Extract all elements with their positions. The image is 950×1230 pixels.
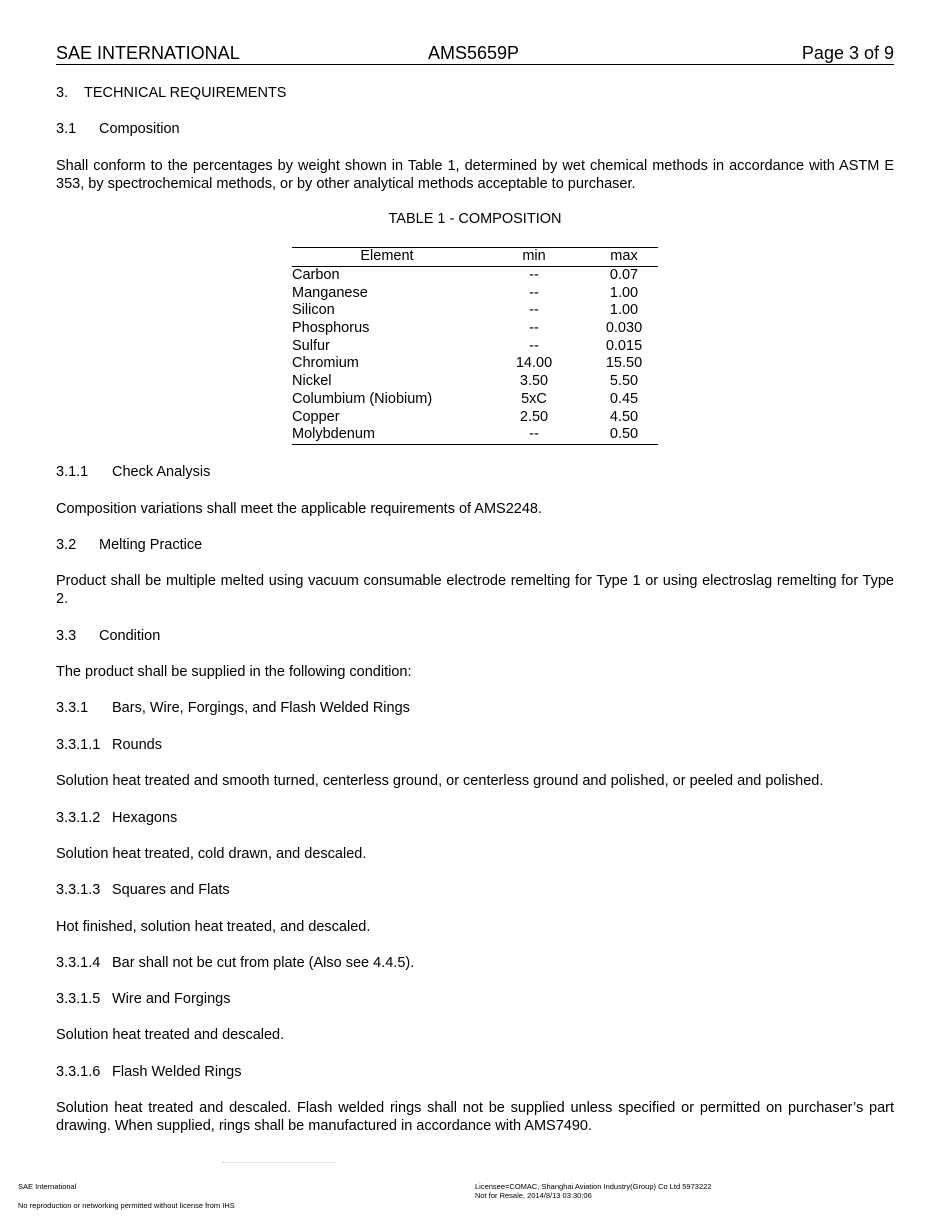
section-title: Squares and Flats — [112, 882, 230, 898]
table-row — [292, 391, 658, 409]
paragraph-3-3-1-5: Solution heat treated and descaled. — [56, 1027, 285, 1043]
paragraph-3-2: Product shall be multiple melted using vacuum consumable electrode remelting for Type 1 or using electroslag remelting for Type 2. — [56, 573, 894, 607]
heading-3-3-1-6 — [56, 1063, 242, 1081]
section-title: Melting Practice — [99, 537, 203, 553]
cell-min: -- — [529, 302, 539, 319]
header-org: SAE INTERNATIONAL — [56, 43, 240, 63]
table-row — [292, 426, 658, 444]
paragraph-3-3: The product shall be supplied in the following condition: — [56, 664, 412, 680]
heading-3 — [56, 84, 286, 102]
section-number: 3.3.1.3 — [56, 882, 101, 898]
section-title: Rounds — [112, 737, 162, 753]
table-row — [292, 338, 658, 356]
heading-3-3 — [56, 627, 160, 645]
section-title: Bars, Wire, Forgings, and Flash Welded Rings — [112, 700, 410, 716]
cell-max: 0.45 — [609, 390, 639, 407]
cell-min: 3.50 — [519, 373, 549, 390]
cell-min: 2.50 — [519, 408, 549, 425]
table-title: TABLE 1 - COMPOSITION — [388, 211, 562, 227]
heading-3-1 — [56, 120, 180, 138]
cell-element: Chromium — [292, 355, 359, 372]
cell-min: 14.00 — [515, 355, 553, 372]
cell-max: 0.50 — [609, 426, 639, 443]
cell-max: 15.50 — [605, 355, 643, 372]
composition-table — [292, 247, 658, 445]
cell-element: Phosphorus — [292, 320, 370, 337]
cell-element: Silicon — [292, 302, 335, 319]
heading-3-3-1-1 — [56, 736, 162, 754]
table-row — [292, 373, 658, 391]
footer-org: SAE International — [18, 1182, 77, 1191]
cell-element: Carbon — [292, 267, 340, 283]
page-header — [56, 44, 894, 65]
table-row — [292, 320, 658, 338]
section-title: Check Analysis — [112, 464, 211, 480]
paragraph-3-3-1-3: Hot finished, solution heat treated, and descaled. — [56, 919, 371, 935]
section-number: 3.3.1.6 — [56, 1064, 101, 1080]
table-row — [292, 355, 658, 373]
section-title: TECHNICAL REQUIREMENTS — [84, 85, 287, 101]
paragraph-3-1: Shall conform to the percentages by weight shown in Table 1, determined by wet chemical methods in accordance with ASTM E 353, by spectrochemical methods, or by other analytical methods acceptable to purchaser. — [56, 158, 894, 192]
cell-element: Sulfur — [292, 337, 330, 354]
cell-element: Molybdenum — [292, 426, 376, 443]
section-title: Composition — [99, 121, 180, 137]
paragraph-3-3-1-2: Solution heat treated, cold drawn, and descaled. — [56, 846, 367, 862]
section-number: 3.3.1.2 — [56, 810, 101, 826]
cell-min: 5xC — [521, 390, 547, 407]
cell-max: 0.015 — [605, 337, 643, 354]
footer-licensee: Licensee=COMAC, Shanghai Aviation Industry(Group) Co Ltd 5973222 — [475, 1182, 712, 1191]
cell-element: Columbium (Niobium) — [292, 390, 433, 407]
cell-max: 1.00 — [609, 284, 639, 301]
section-title: Hexagons — [112, 810, 178, 826]
heading-3-3-1-4 — [56, 954, 414, 972]
heading-3-1-1 — [56, 463, 210, 481]
section-number: 3.3.1.4 — [56, 955, 101, 971]
section-number: 3. — [56, 85, 69, 101]
cell-max: 1.00 — [609, 302, 639, 319]
section-number: 3.3 — [56, 628, 77, 644]
header-doc-number: AMS5659P — [428, 43, 520, 63]
section-number: 3.1.1 — [56, 464, 89, 480]
cell-min: -- — [529, 320, 539, 337]
cell-element: Nickel — [292, 373, 332, 390]
cell-max: 4.50 — [609, 408, 639, 425]
table-row — [292, 409, 658, 427]
section-number: 3.2 — [56, 537, 77, 553]
cell-max: 5.50 — [609, 373, 639, 390]
heading-3-3-1-3 — [56, 881, 230, 899]
heading-3-3-1-5 — [56, 990, 230, 1008]
cell-max: 0.030 — [605, 320, 643, 337]
table-bottom-rule — [292, 444, 658, 445]
header-element: Element — [360, 248, 414, 264]
cell-max: 0.07 — [609, 267, 639, 283]
heading-3-3-1 — [56, 699, 410, 717]
paragraph-3-3-1-1: Solution heat treated and smooth turned, centerless ground, or centerless ground and polished, or peeled and polished. — [56, 773, 824, 789]
table-row — [292, 267, 658, 285]
section-title: Bar shall not be cut from plate (Also see 4.4.5). — [112, 955, 415, 971]
faint-stamp-line — [222, 1162, 336, 1165]
table-row — [292, 302, 658, 320]
section-number: 3.1 — [56, 121, 77, 137]
section-title: Wire and Forgings — [112, 991, 231, 1007]
heading-3-3-1-2 — [56, 809, 177, 827]
header-page-number: Page 3 of 9 — [801, 43, 894, 63]
section-number: 3.3.1.5 — [56, 991, 101, 1007]
section-title: Condition — [99, 628, 161, 644]
section-number: 3.3.1 — [56, 700, 89, 716]
section-number: 3.3.1.1 — [56, 737, 101, 753]
footer-license-note: No reproduction or networking permitted without license from IHS — [18, 1201, 235, 1210]
heading-3-2 — [56, 536, 202, 554]
cell-min: -- — [529, 284, 539, 301]
cell-element: Manganese — [292, 284, 368, 301]
cell-element: Copper — [292, 408, 340, 425]
paragraph-3-1-1: Composition variations shall meet the applicable requirements of AMS2248. — [56, 501, 543, 517]
table-header-row — [292, 248, 658, 267]
footer-resale-note: Not for Resale, 2014/8/13 03:30:06 — [475, 1191, 592, 1200]
cell-min: -- — [529, 267, 539, 283]
cell-min: -- — [529, 426, 539, 443]
section-title: Flash Welded Rings — [112, 1064, 242, 1080]
table-row — [292, 285, 658, 303]
header-max: max — [610, 248, 638, 264]
paragraph-3-3-1-6: Solution heat treated and descaled. Flash welded rings shall not be supplied unless specified or permitted on purchaser’s part drawing. When supplied, rings shall be manufactured in accordance with AMS7490. — [56, 1100, 894, 1134]
cell-min: -- — [529, 337, 539, 354]
header-min: min — [522, 248, 546, 264]
